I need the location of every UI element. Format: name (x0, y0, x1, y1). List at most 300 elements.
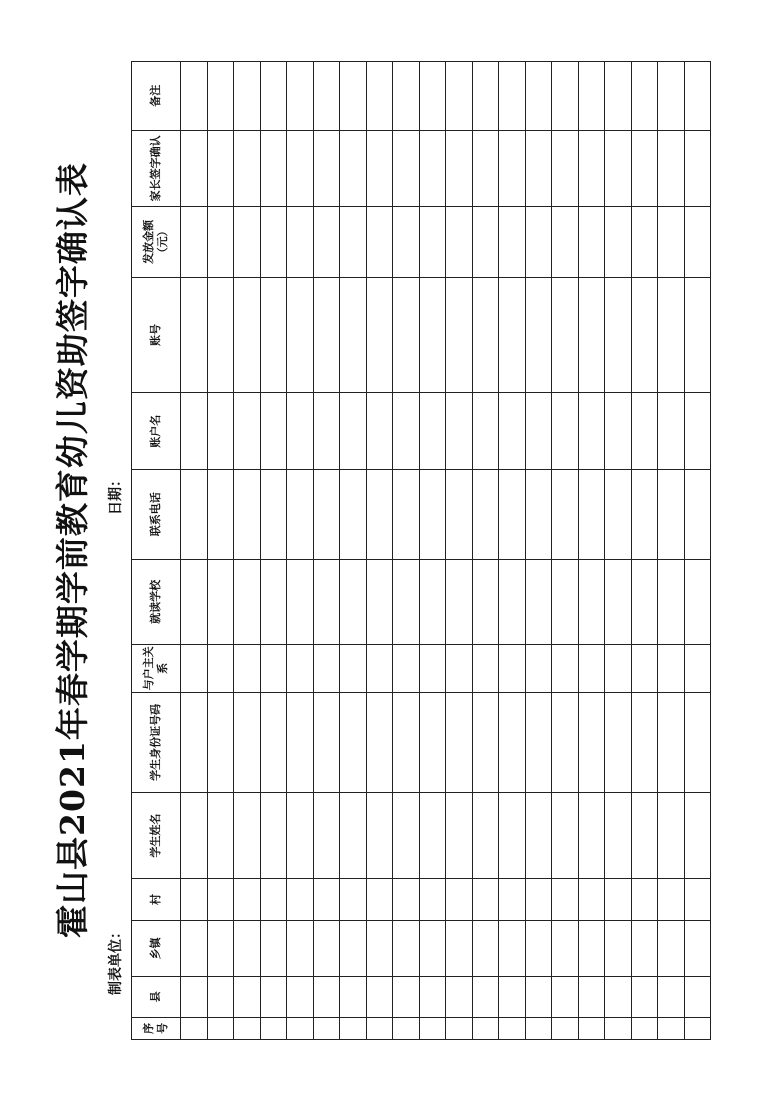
cell-seq[interactable] (181, 1017, 208, 1039)
cell-parent-sign[interactable] (525, 130, 552, 207)
cell-relation[interactable] (419, 645, 446, 692)
cell-account-name[interactable] (684, 393, 711, 470)
cell-account-name[interactable] (287, 393, 314, 470)
cell-amount[interactable] (472, 207, 499, 278)
cell-amount[interactable] (419, 207, 446, 278)
cell-account-name[interactable] (578, 393, 605, 470)
cell-township[interactable] (499, 921, 526, 976)
cell-county[interactable] (658, 976, 685, 1017)
cell-student-id[interactable] (446, 692, 473, 793)
cell-amount[interactable] (552, 207, 579, 278)
cell-account-no[interactable] (578, 277, 605, 393)
cell-school[interactable] (260, 559, 287, 645)
cell-school[interactable] (631, 559, 658, 645)
cell-remarks[interactable] (631, 62, 658, 131)
cell-village[interactable] (366, 878, 393, 920)
header-school: 就读学校 (132, 559, 181, 645)
cell-account-no[interactable] (605, 277, 632, 393)
cell-school[interactable] (472, 559, 499, 645)
cell-township[interactable] (578, 921, 605, 976)
cell-village[interactable] (525, 878, 552, 920)
cell-seq[interactable] (393, 1017, 420, 1039)
cell-township[interactable] (234, 921, 261, 976)
cell-school[interactable] (234, 559, 261, 645)
cell-school[interactable] (393, 559, 420, 645)
cell-account-name[interactable] (393, 393, 420, 470)
cell-village[interactable] (234, 878, 261, 920)
cell-remarks[interactable] (207, 62, 234, 131)
cell-relation[interactable] (578, 645, 605, 692)
cell-account-name[interactable] (260, 393, 287, 470)
cell-student-name[interactable] (313, 793, 340, 879)
cell-township[interactable] (552, 921, 579, 976)
cell-school[interactable] (366, 559, 393, 645)
cell-remarks[interactable] (340, 62, 367, 131)
cell-parent-sign[interactable] (260, 130, 287, 207)
header-seq: 序号 (132, 1017, 181, 1039)
cell-phone[interactable] (658, 469, 685, 559)
cell-student-name[interactable] (366, 793, 393, 879)
cell-village[interactable] (313, 878, 340, 920)
cell-student-name[interactable] (419, 793, 446, 879)
cell-seq[interactable] (446, 1017, 473, 1039)
header-row (132, 62, 181, 1040)
cell-account-no[interactable] (472, 277, 499, 393)
cell-student-name[interactable] (393, 793, 420, 879)
cell-remarks[interactable] (605, 62, 632, 131)
cell-parent-sign[interactable] (393, 130, 420, 207)
cell-student-name[interactable] (207, 793, 234, 879)
cell-amount[interactable] (499, 207, 526, 278)
cell-school[interactable] (605, 559, 632, 645)
cell-relation[interactable] (472, 645, 499, 692)
unit-label: 制表单位： (108, 925, 124, 995)
cell-township[interactable] (260, 921, 287, 976)
cell-seq[interactable] (499, 1017, 526, 1039)
cell-school[interactable] (446, 559, 473, 645)
cell-parent-sign[interactable] (552, 130, 579, 207)
cell-county[interactable] (631, 976, 658, 1017)
cell-village[interactable] (578, 878, 605, 920)
cell-school[interactable] (419, 559, 446, 645)
cell-county[interactable] (578, 976, 605, 1017)
confirmation-table (131, 61, 711, 1040)
cell-student-id[interactable] (366, 692, 393, 793)
cell-township[interactable] (393, 921, 420, 976)
cell-student-name[interactable] (658, 793, 685, 879)
cell-township[interactable] (658, 921, 685, 976)
cell-student-name[interactable] (499, 793, 526, 879)
cell-student-name[interactable] (446, 793, 473, 879)
cell-county[interactable] (207, 976, 234, 1017)
cell-county[interactable] (525, 976, 552, 1017)
cell-account-name[interactable] (419, 393, 446, 470)
cell-seq[interactable] (658, 1017, 685, 1039)
cell-county[interactable] (287, 976, 314, 1017)
cell-phone[interactable] (393, 469, 420, 559)
cell-student-id[interactable] (419, 692, 446, 793)
cell-student-name[interactable] (234, 793, 261, 879)
cell-school[interactable] (525, 559, 552, 645)
cell-village[interactable] (260, 878, 287, 920)
cell-account-no[interactable] (181, 277, 208, 393)
cell-parent-sign[interactable] (234, 130, 261, 207)
cell-remarks[interactable] (525, 62, 552, 131)
header-student-id: 学生身份证号码 (132, 692, 181, 793)
cell-county[interactable] (446, 976, 473, 1017)
cell-school[interactable] (499, 559, 526, 645)
cell-village[interactable] (631, 878, 658, 920)
cell-school[interactable] (340, 559, 367, 645)
cell-county[interactable] (340, 976, 367, 1017)
cell-remarks[interactable] (658, 62, 685, 131)
cell-county[interactable] (393, 976, 420, 1017)
cell-relation[interactable] (684, 645, 711, 692)
table-row (313, 62, 340, 1040)
header-account-no: 账号 (132, 277, 181, 393)
cell-county[interactable] (419, 976, 446, 1017)
cell-amount[interactable] (313, 207, 340, 278)
table-row (499, 62, 526, 1040)
header-township: 乡镇 (132, 921, 181, 976)
cell-account-no[interactable] (525, 277, 552, 393)
cell-phone[interactable] (366, 469, 393, 559)
cell-county[interactable] (234, 976, 261, 1017)
cell-phone[interactable] (260, 469, 287, 559)
cell-amount[interactable] (578, 207, 605, 278)
cell-student-id[interactable] (340, 692, 367, 793)
cell-student-id[interactable] (658, 692, 685, 793)
cell-village[interactable] (552, 878, 579, 920)
cell-parent-sign[interactable] (684, 130, 711, 207)
cell-phone[interactable] (578, 469, 605, 559)
cell-parent-sign[interactable] (313, 130, 340, 207)
table-row (260, 62, 287, 1040)
cell-school[interactable] (287, 559, 314, 645)
cell-village[interactable] (287, 878, 314, 920)
cell-phone[interactable] (287, 469, 314, 559)
cell-relation[interactable] (499, 645, 526, 692)
cell-village[interactable] (658, 878, 685, 920)
cell-account-name[interactable] (525, 393, 552, 470)
cell-township[interactable] (181, 921, 208, 976)
cell-amount[interactable] (684, 207, 711, 278)
cell-account-name[interactable] (181, 393, 208, 470)
cell-township[interactable] (525, 921, 552, 976)
cell-relation[interactable] (287, 645, 314, 692)
cell-county[interactable] (366, 976, 393, 1017)
cell-county[interactable] (499, 976, 526, 1017)
cell-parent-sign[interactable] (658, 130, 685, 207)
cell-account-no[interactable] (446, 277, 473, 393)
cell-amount[interactable] (525, 207, 552, 278)
cell-student-id[interactable] (472, 692, 499, 793)
cell-parent-sign[interactable] (419, 130, 446, 207)
cell-relation[interactable] (260, 645, 287, 692)
cell-phone[interactable] (499, 469, 526, 559)
cell-county[interactable] (181, 976, 208, 1017)
cell-seq[interactable] (631, 1017, 658, 1039)
cell-account-name[interactable] (552, 393, 579, 470)
cell-township[interactable] (340, 921, 367, 976)
cell-seq[interactable] (340, 1017, 367, 1039)
cell-student-id[interactable] (631, 692, 658, 793)
cell-remarks[interactable] (260, 62, 287, 131)
cell-remarks[interactable] (393, 62, 420, 131)
cell-county[interactable] (260, 976, 287, 1017)
cell-amount[interactable] (287, 207, 314, 278)
cell-amount[interactable] (393, 207, 420, 278)
cell-student-name[interactable] (684, 793, 711, 879)
cell-phone[interactable] (552, 469, 579, 559)
cell-county[interactable] (552, 976, 579, 1017)
cell-relation[interactable] (631, 645, 658, 692)
cell-student-name[interactable] (472, 793, 499, 879)
cell-seq[interactable] (525, 1017, 552, 1039)
cell-account-name[interactable] (631, 393, 658, 470)
cell-relation[interactable] (366, 645, 393, 692)
cell-seq[interactable] (419, 1017, 446, 1039)
cell-village[interactable] (419, 878, 446, 920)
cell-account-name[interactable] (446, 393, 473, 470)
cell-account-no[interactable] (313, 277, 340, 393)
cell-parent-sign[interactable] (578, 130, 605, 207)
cell-phone[interactable] (525, 469, 552, 559)
cell-parent-sign[interactable] (605, 130, 632, 207)
cell-seq[interactable] (578, 1017, 605, 1039)
cell-student-name[interactable] (260, 793, 287, 879)
cell-parent-sign[interactable] (340, 130, 367, 207)
cell-account-no[interactable] (340, 277, 367, 393)
cell-phone[interactable] (313, 469, 340, 559)
cell-relation[interactable] (181, 645, 208, 692)
cell-phone[interactable] (181, 469, 208, 559)
cell-parent-sign[interactable] (472, 130, 499, 207)
cell-seq[interactable] (287, 1017, 314, 1039)
header-relation: 与户主关系 (132, 645, 181, 692)
cell-amount[interactable] (181, 207, 208, 278)
cell-remarks[interactable] (181, 62, 208, 131)
cell-parent-sign[interactable] (631, 130, 658, 207)
cell-account-no[interactable] (552, 277, 579, 393)
cell-parent-sign[interactable] (499, 130, 526, 207)
cell-seq[interactable] (234, 1017, 261, 1039)
cell-account-name[interactable] (499, 393, 526, 470)
cell-township[interactable] (287, 921, 314, 976)
cell-township[interactable] (446, 921, 473, 976)
cell-parent-sign[interactable] (366, 130, 393, 207)
cell-seq[interactable] (552, 1017, 579, 1039)
cell-relation[interactable] (525, 645, 552, 692)
cell-township[interactable] (366, 921, 393, 976)
cell-relation[interactable] (340, 645, 367, 692)
cell-remarks[interactable] (287, 62, 314, 131)
cell-county[interactable] (313, 976, 340, 1017)
cell-relation[interactable] (393, 645, 420, 692)
cell-township[interactable] (605, 921, 632, 976)
cell-school[interactable] (578, 559, 605, 645)
cell-amount[interactable] (658, 207, 685, 278)
cell-account-name[interactable] (605, 393, 632, 470)
cell-parent-sign[interactable] (181, 130, 208, 207)
cell-relation[interactable] (207, 645, 234, 692)
cell-remarks[interactable] (499, 62, 526, 131)
cell-township[interactable] (472, 921, 499, 976)
cell-phone[interactable] (472, 469, 499, 559)
cell-account-name[interactable] (313, 393, 340, 470)
cell-account-no[interactable] (393, 277, 420, 393)
cell-village[interactable] (446, 878, 473, 920)
cell-parent-sign[interactable] (207, 130, 234, 207)
cell-phone[interactable] (207, 469, 234, 559)
cell-account-no[interactable] (499, 277, 526, 393)
cell-phone[interactable] (605, 469, 632, 559)
cell-student-name[interactable] (605, 793, 632, 879)
cell-account-no[interactable] (631, 277, 658, 393)
cell-remarks[interactable] (578, 62, 605, 131)
cell-account-name[interactable] (366, 393, 393, 470)
table-row (605, 62, 632, 1040)
cell-township[interactable] (684, 921, 711, 976)
cell-account-no[interactable] (287, 277, 314, 393)
cell-remarks[interactable] (366, 62, 393, 131)
cell-account-name[interactable] (207, 393, 234, 470)
cell-student-id[interactable] (260, 692, 287, 793)
cell-student-id[interactable] (578, 692, 605, 793)
cell-remarks[interactable] (313, 62, 340, 131)
cell-county[interactable] (605, 976, 632, 1017)
cell-seq[interactable] (260, 1017, 287, 1039)
cell-account-no[interactable] (234, 277, 261, 393)
cell-village[interactable] (499, 878, 526, 920)
cell-phone[interactable] (446, 469, 473, 559)
table-row (366, 62, 393, 1040)
table-row (525, 62, 552, 1040)
cell-village[interactable] (684, 878, 711, 920)
cell-school[interactable] (552, 559, 579, 645)
cell-county[interactable] (684, 976, 711, 1017)
cell-relation[interactable] (446, 645, 473, 692)
cell-village[interactable] (340, 878, 367, 920)
cell-school[interactable] (684, 559, 711, 645)
cell-amount[interactable] (605, 207, 632, 278)
cell-student-name[interactable] (552, 793, 579, 879)
cell-remarks[interactable] (419, 62, 446, 131)
table-row (578, 62, 605, 1040)
cell-school[interactable] (181, 559, 208, 645)
cell-village[interactable] (181, 878, 208, 920)
cell-account-no[interactable] (207, 277, 234, 393)
cell-phone[interactable] (234, 469, 261, 559)
cell-seq[interactable] (313, 1017, 340, 1039)
cell-account-name[interactable] (340, 393, 367, 470)
cell-amount[interactable] (260, 207, 287, 278)
cell-seq[interactable] (472, 1017, 499, 1039)
cell-phone[interactable] (684, 469, 711, 559)
cell-county[interactable] (472, 976, 499, 1017)
cell-student-name[interactable] (631, 793, 658, 879)
cell-seq[interactable] (684, 1017, 711, 1039)
cell-amount[interactable] (340, 207, 367, 278)
cell-remarks[interactable] (234, 62, 261, 131)
cell-relation[interactable] (605, 645, 632, 692)
cell-student-id[interactable] (181, 692, 208, 793)
cell-seq[interactable] (366, 1017, 393, 1039)
cell-village[interactable] (207, 878, 234, 920)
cell-remarks[interactable] (684, 62, 711, 131)
cell-student-name[interactable] (181, 793, 208, 879)
cell-parent-sign[interactable] (446, 130, 473, 207)
cell-student-id[interactable] (287, 692, 314, 793)
cell-village[interactable] (605, 878, 632, 920)
cell-account-no[interactable] (684, 277, 711, 393)
cell-account-name[interactable] (658, 393, 685, 470)
cell-amount[interactable] (631, 207, 658, 278)
cell-phone[interactable] (340, 469, 367, 559)
cell-relation[interactable] (313, 645, 340, 692)
table-row (340, 62, 367, 1040)
cell-amount[interactable] (446, 207, 473, 278)
table-row (472, 62, 499, 1040)
cell-amount[interactable] (207, 207, 234, 278)
cell-account-name[interactable] (234, 393, 261, 470)
cell-amount[interactable] (366, 207, 393, 278)
cell-village[interactable] (472, 878, 499, 920)
cell-remarks[interactable] (446, 62, 473, 131)
cell-account-no[interactable] (419, 277, 446, 393)
cell-amount[interactable] (234, 207, 261, 278)
cell-student-id[interactable] (525, 692, 552, 793)
cell-student-id[interactable] (313, 692, 340, 793)
cell-relation[interactable] (658, 645, 685, 692)
cell-school[interactable] (658, 559, 685, 645)
cell-student-name[interactable] (578, 793, 605, 879)
cell-parent-sign[interactable] (287, 130, 314, 207)
cell-relation[interactable] (234, 645, 261, 692)
cell-account-name[interactable] (472, 393, 499, 470)
cell-phone[interactable] (419, 469, 446, 559)
cell-student-id[interactable] (684, 692, 711, 793)
cell-remarks[interactable] (552, 62, 579, 131)
cell-account-no[interactable] (658, 277, 685, 393)
cell-seq[interactable] (605, 1017, 632, 1039)
table-body (181, 62, 711, 1040)
cell-student-name[interactable] (340, 793, 367, 879)
cell-account-no[interactable] (260, 277, 287, 393)
cell-village[interactable] (393, 878, 420, 920)
cell-student-id[interactable] (393, 692, 420, 793)
cell-student-id[interactable] (234, 692, 261, 793)
cell-relation[interactable] (552, 645, 579, 692)
cell-township[interactable] (313, 921, 340, 976)
cell-township[interactable] (207, 921, 234, 976)
header-parent-sign: 家长签字确认 (132, 130, 181, 207)
cell-student-name[interactable] (287, 793, 314, 879)
cell-student-id[interactable] (552, 692, 579, 793)
cell-school[interactable] (207, 559, 234, 645)
cell-seq[interactable] (207, 1017, 234, 1039)
cell-student-name[interactable] (525, 793, 552, 879)
cell-remarks[interactable] (472, 62, 499, 131)
cell-student-id[interactable] (605, 692, 632, 793)
cell-student-id[interactable] (207, 692, 234, 793)
cell-phone[interactable] (631, 469, 658, 559)
cell-township[interactable] (419, 921, 446, 976)
cell-school[interactable] (313, 559, 340, 645)
cell-township[interactable] (631, 921, 658, 976)
cell-student-id[interactable] (499, 692, 526, 793)
cell-account-no[interactable] (366, 277, 393, 393)
